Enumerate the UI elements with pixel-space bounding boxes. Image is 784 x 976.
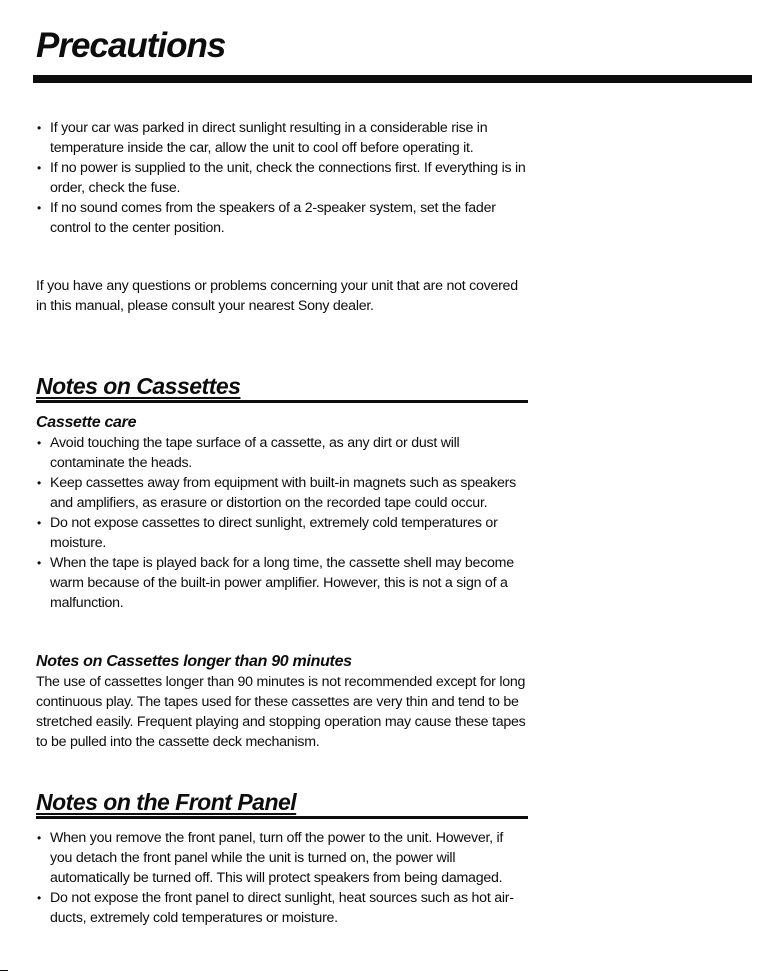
bullet-icon: • [37,121,41,135]
cassette-care-heading: Cassette care [36,414,137,431]
list-item [36,118,526,158]
cassettes-heading-rule [36,400,528,403]
title-rule [33,75,752,83]
intro-paragraph: If you have any questions or problems concerning your unit that are not covered in this manual, please consult your nearest Sony dealer. [36,278,518,314]
care-bullet-text: Keep cassettes away from equipment with built-in magnets such as speakers and amplifiers, as erasure or distortion on the recorded tape could occur. [50,475,516,511]
page-title: Precautions [36,26,226,65]
list-item [36,433,526,473]
care-bullet-text: Avoid touching the tape surface of a cassette, as any dirt or dust will contaminate the heads. [50,435,460,471]
list-item [36,158,526,198]
list-item [36,473,526,513]
front-panel-list [36,828,526,928]
front-panel-heading-rule [36,816,528,819]
front-panel-heading: Notes on the Front Panel [36,789,297,815]
bullet-icon: • [37,831,41,845]
list-item [36,553,526,613]
bullet-icon: • [37,161,41,175]
care-bullet-text: Do not expose cassettes to direct sunlight, extremely cold temperatures or moisture. [50,515,498,551]
bullet-icon: • [37,476,41,490]
intro-bullet-text: If no power is supplied to the unit, check the connections first. If everything is in order, check the fuse. [50,160,526,196]
front-panel-bullet-text: When you remove the front panel, turn off the power to the unit. However, if you detach the front panel while the unit is turned on, the power will automatically be turned off. This will protect speakers from being damaged. [50,830,504,886]
bullet-icon: • [37,436,41,450]
front-panel-bullet-text: Do not expose the front panel to direct sunlight, heat sources such as hot air-ducts, extremely cold temperatures or moisture. [50,890,514,926]
cassette-care-list [36,433,526,613]
cassettes-heading: Notes on Cassettes [36,373,241,399]
bullet-icon: • [37,556,41,570]
intro-bullet-text: If your car was parked in direct sunlight resulting in a considerable rise in temperature inside the car, allow the unit to cool off before operating it. [50,120,488,156]
bullet-icon: • [37,516,41,530]
long-cassettes-paragraph: The use of cassettes longer than 90 minutes is not recommended except for long continuous play. The tapes used for these cassettes are very thin and tend to be stretched easily. Frequent playing and stopping operation may cause these tapes to be pulled into the cassette deck mechanism. [36,674,526,750]
intro-bullet-text: If no sound comes from the speakers of a 2-speaker system, set the fader control to the center position. [50,200,496,236]
list-item [36,513,526,553]
scan-edge-mark [0,970,8,971]
long-cassettes-heading: Notes on Cassettes longer than 90 minutes [36,653,352,670]
list-item [36,888,526,928]
bullet-icon: • [37,891,41,905]
list-item [36,828,526,888]
care-bullet-text: When the tape is played back for a long time, the cassette shell may become warm because of the built-in power amplifier. However, this is not a sign of a malfunction. [50,555,514,611]
bullet-icon: • [37,201,41,215]
intro-bullet-list [36,118,526,238]
list-item [36,198,526,238]
